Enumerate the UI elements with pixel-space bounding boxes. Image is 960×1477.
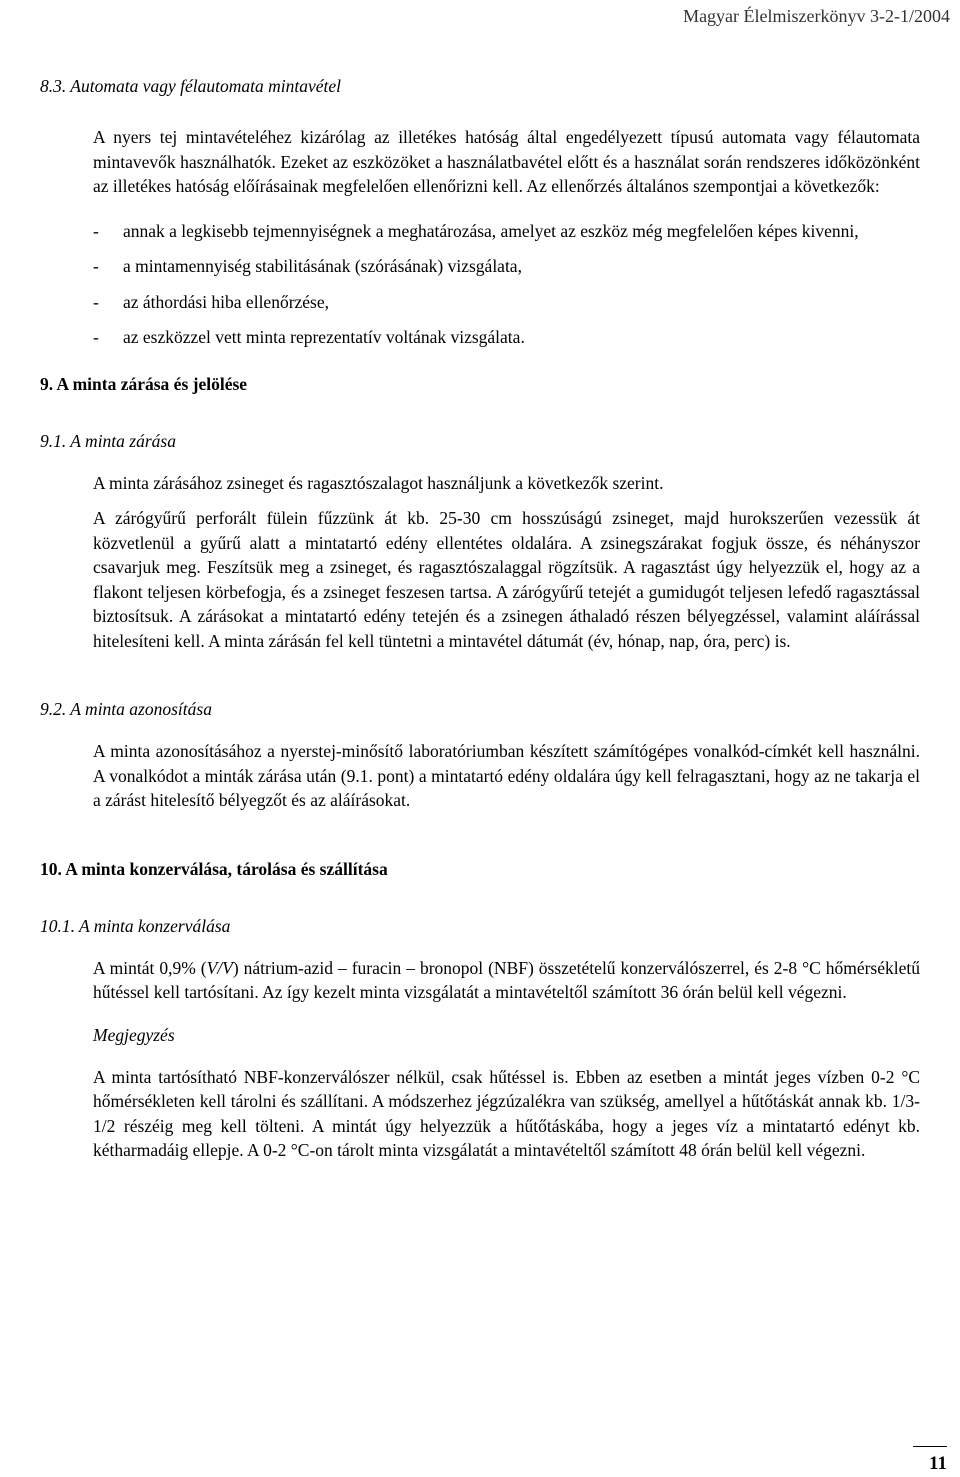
running-header: Magyar Élelmiszerkönyv 3-2-1/2004 (683, 6, 950, 26)
list-dash: - (93, 291, 99, 312)
list-item-text: a mintamennyiség stabilitásának (szórásának) vizsgálata, (123, 256, 522, 276)
section-9-1-paragraph-1: A minta zárásához zsineget és ragasztószalagot használjunk a következők szerint. (93, 472, 664, 493)
list-item-text: az eszközzel vett minta reprezentatív voltának vizsgálata. (123, 327, 525, 347)
section-9-heading: 9. A minta zárása és jelölése (40, 373, 248, 394)
section-10-1-paragraph (93, 956, 920, 1005)
list-item (93, 254, 920, 279)
section-9-1-paragraph-2: A zárógyűrű perforált fülein fűzzünk át kb. 25-30 cm hosszúságú zsineget, majd hurokszerűen vezessük át közvetlenül a gyűrű alatt a mintatartó edény ellentétes oldalára. A zsinegszárakat fogjuk össze, és néhányszor csavarjuk meg. Feszítsük meg a zsineget, és ragasztószalaggal rögzítsük. A ragasztást úgy helyezzük el, hogy az a flakont teljesen körbefogja, és a zsineget feszesen tartsa. A zárógyűrű tetejét a gumidugót teljesen lefedő ragasztással biztosítsuk. A zárásokat a mintatartó edény tetején és a zsinegen áthaladó részen bélyegzéssel, valamint aláírással hitelesíteni kell. A minta zárásán fel kell tüntetni a mintavétel dátumát (év, hónap, nap, óra, perc) is. (93, 508, 920, 651)
section-10-1-body (93, 956, 920, 1163)
list-dash: - (93, 220, 99, 241)
text-run: A mintát 0,9% ( (93, 957, 207, 978)
page-number: 11 (913, 1446, 947, 1475)
section-9-2-paragraph: A minta azonosításához a nyerstej-minősítő laboratóriumban készített számítógépes vonalkód-címkét kell használni. A vonalkódot a minták zárása után (9.1. pont) a mintatartó edény oldalára úgy kell felragasztani, hogy az ne takarja el a zárást hitelesítő bélyegzőt és az aláírásokat. (93, 741, 920, 810)
text-run: ) nátrium-azid – furacin – bronopol (NBF) összetételű konzerválószerrel, és 2-8 °C hőmérsékletű hűtéssel kell tartósítani. Az így kezelt minta vizsgálatát a mintavételtől számított 36 órán belül kell végezni. (93, 957, 920, 1002)
section-9-2-body (93, 739, 920, 813)
list-item (93, 325, 920, 350)
document-body (40, 74, 920, 1163)
list-item-text: annak a legkisebb tejmennyiségnek a meghatározása, amelyet az eszköz még megfelelően képes kivenni, (123, 220, 859, 241)
list-item-text: az áthordási hiba ellenőrzése, (123, 291, 330, 312)
section-9-2-heading: 9.2. A minta azonosítása (40, 699, 212, 719)
section-10-1-heading: 10.1. A minta konzerválása (40, 915, 231, 936)
section-9-1-heading: 9.1. A minta zárása (40, 430, 176, 451)
check-criteria-list (93, 219, 920, 350)
vv-italic: V/V (206, 957, 233, 978)
section-8-3-paragraph: A nyers tej mintavételéhez kizárólag az illetékes hatóság által engedélyezett típusú automata vagy félautomata mintavevők használhatók. Ezeket az eszközöket a használatbavétel előtt és a használat során rendszeres időközönként az illetékes hatóság előírásainak megfelelően ellenőrizni kell. Az ellenőrzés általános szempontjai a következők: (93, 127, 920, 196)
list-dash: - (93, 256, 99, 276)
section-10-heading: 10. A minta konzerválása, tárolása és szállítása (40, 858, 388, 879)
list-item (93, 219, 920, 244)
section-8-3-heading: 8.3. Automata vagy félautomata mintavétel (40, 76, 342, 96)
list-item (93, 290, 920, 315)
note-heading: Megjegyzés (93, 1024, 175, 1045)
note-paragraph: A minta tartósítható NBF-konzerválószer nélkül, csak hűtéssel is. Ebben az esetben a mintát jeges vízben 0-2 °C hőmérsékleten kell tárolni és szállítani. A módszerhez jégzúzalékra van szükség, amellyel a hűtőtáskát annak kb. 1/3-1/2 részéig meg kell tölteni. A mintát úgy helyezzük a hűtőtáskába, hogy a jeges víz a mintatartó edényt kb. kétharmadáig ellepje. A 0-2 °C-on tárolt minta vizsgálatát a mintavételtől számított 48 órán belül kell végezni. (93, 1066, 920, 1160)
section-9-1-body (93, 471, 920, 654)
section-8-3-body (93, 125, 920, 350)
list-dash: - (93, 327, 99, 347)
